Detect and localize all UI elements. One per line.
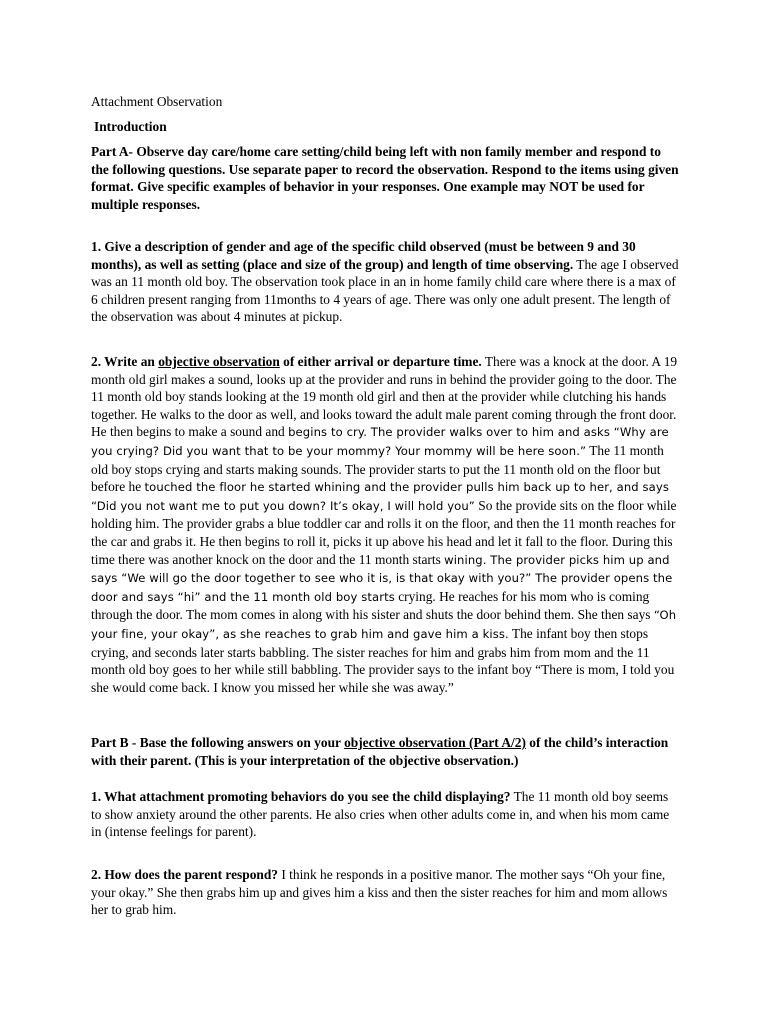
question-2-prompt-underlined: objective observation [158, 354, 280, 369]
introduction-heading: Introduction [94, 119, 167, 134]
question-1 [91, 238, 681, 326]
part-b-question-2 [91, 866, 681, 919]
question-2-answer-quote-1: begins to cry. The provider walks over to him and asks “Why are you crying? Did you want that to be your mommy? Your mommy will be here soon.” [91, 425, 669, 458]
question-2-answer-quote-2: touched the floor he started whining and the provider pulls him back up to her, and says “Did you not want me to put you down? It’s okay, I will hold you” [91, 480, 669, 513]
part-b-question-1-answer: The 11 month old boy seems to show anxiety around the other parents. He also cries when other adults come in, and when his mom came in (intense feelings for parent). [91, 789, 670, 840]
question-2-answer-quote-4: “Oh your fine, your okay”, as she reaches to grab him and gave him a kiss. [91, 608, 677, 641]
part-b-question-1 [91, 788, 681, 841]
part-b-question-2-answer: I think he responds in a positive manor. The mother says “Oh your fine, your okay.” She then grabs him up and gives him a kiss and then the sister reaches for him and mom allows her to grab him. [91, 867, 668, 918]
question-2 [91, 353, 681, 696]
question-2-answer-part-5: The infant boy then stops crying, and seconds later starts babbling. The sister reaches for him and grabs him from mom and the 11 month old boy goes to her while still babbling. The provider says to the infant boy “There is mom, I told you she would come back. I know you missed her while she was away.” [91, 625, 675, 695]
question-1-prompt: 1. Give a description of gender and age of the specific child observed (must be between 9 and 30 months), as well as setting (place and size of the group) and length of time observing. [91, 239, 636, 272]
question-2-answer-part-4: crying. He reaches for his mom who is coming through the door. The mom comes in along with his sister and shuts the door behind them. She then says [91, 588, 654, 623]
question-2-answer-quote-3: wining. The provider picks him up and says “We will go the door together to see who it is, is that okay with you?” The provider opens the door and says “hi” and the 11 month old boy starts [91, 552, 673, 604]
part-b-prefix: Part B [91, 735, 129, 750]
part-b-question-2-prompt: 2. How does the parent respond? [91, 867, 278, 882]
part-b-question-1-prompt: 1. What attachment promoting behaviors do you see the child displaying? [91, 789, 511, 804]
document-title: Attachment Observation [91, 94, 223, 109]
question-2-answer-part-3: So the provide sits on the floor while holding him. The provider grabs a blue toddler car and rolls it on the floor, and then the 11 month reaches for the car and grabs it. He then begins to roll it, picks it up above his head and let it fall to the floor. During this time there was another knock on the door and the 11 month starts [91, 497, 677, 567]
question-1-answer: The age I observed was an 11 month old boy. The observation took place in an in home family child care where there is a max of 6 children present ranging from 11months to 4 years of age. There was only one adult present. The length of the observation was about 4 minutes at pickup. [91, 256, 679, 325]
part-b-underlined: objective observation (Part A/2) [344, 735, 526, 750]
part-b-suffix: of the child’s interaction with their parent. (This is your interpretation of the objective observation.) [91, 735, 669, 768]
part-a-heading: Part A- Observe day care/home care setting/child being left with non family member and respond to the following questions. Use separate paper to record the observation. Respond to the items using given format. Give specific examples of behavior in your responses. One example may NOT be used for multiple responses. [91, 144, 679, 212]
part-b-middle: - Base the following answers on your [128, 735, 345, 750]
question-2-answer-part-2: The 11 month old boy stops crying and starts making sounds. The provider starts to put the 11 month old on the floor but before he [91, 442, 664, 495]
part-b-heading [91, 734, 681, 769]
question-2-prompt-suffix: of either arrival or departure time. [279, 354, 482, 369]
question-2-prompt-prefix: 2. Write an [91, 354, 159, 369]
question-2-answer-part-1: There was a knock at the door. A 19 month old girl makes a sound, looks up at the provider and runs in behind the provider going to the door. The 11 month old boy stands looking at the 19 month old girl and then at the provider while clutching his hands together. He walks to the door as well, and looks toward the adult male parent coming through the front door. He then begins to make a sound and [91, 354, 678, 440]
